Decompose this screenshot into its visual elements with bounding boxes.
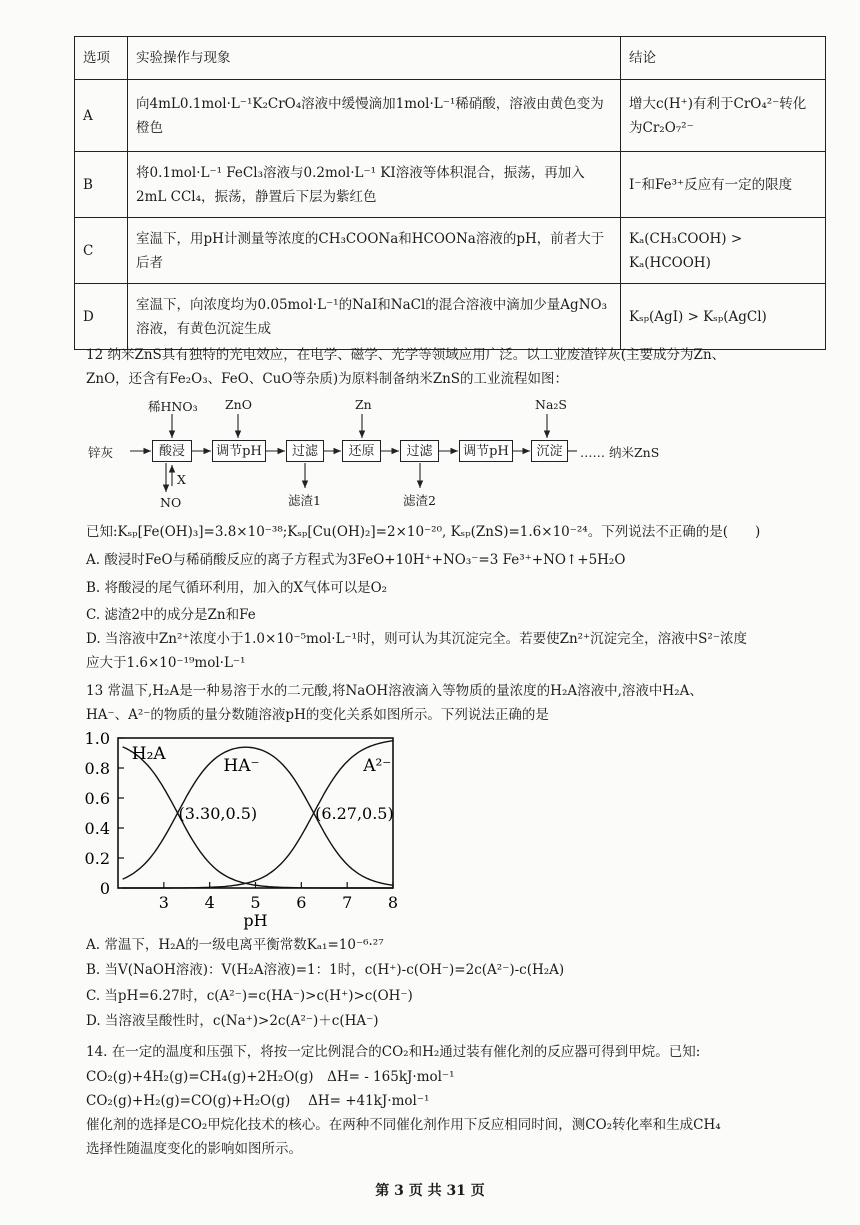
series-label-h2a: H₂A [131,744,166,764]
q12-option-a: A. 酸浸时FeO与稀硝酸反应的离子方程式为3FeO+10H⁺+NO₃⁻=3 Fe³⁺+NO↑+5H₂O [86,552,626,568]
header-conclusion: 结论 [621,37,826,80]
series-label-a2: A²⁻ [363,756,392,776]
q13-option-d: D. 当溶液呈酸性时，c(Na⁺)>2c(A²⁻)＋c(HA⁻) [86,1013,379,1029]
x-tick-label: 5 [250,893,261,912]
flow-end-label: …… 纳米ZnS [580,445,660,460]
q12-stem-line2: ZnO，还含有Fe₂O₃、FeO、CuO等杂质)为原料制备纳米ZnS的工业流程如图： [86,371,569,387]
row-conclusion: 增大c(H⁺)有利于CrO₄²⁻转化为Cr₂O₇²⁻ [621,80,826,152]
flow-step-precipitate: 沉淀 [531,440,568,462]
flow-input-zn: Zn [355,397,372,412]
flow-input-na2s: Na₂S [535,397,567,412]
flow-start-label: 锌灰 [88,445,114,460]
q12-option-d-line2: 应大于1.6×10⁻¹⁹mol·L⁻¹ [86,655,246,671]
row-operation: 室温下，向浓度均为0.05mol·L⁻¹的NaI和NaCl的混合溶液中滴加少量AgNO₃溶液，有黄色沉淀生成 [128,284,621,350]
q12-known: 已知:Kₛₚ[Fe(OH)₃]=3.8×10⁻³⁸;Kₛₚ[Cu(OH)₂]=2×10⁻²⁰, Kₛₚ(ZnS)=1.6×10⁻²⁴。下列说法不正确的是( ) [86,524,761,540]
y-tick-label: 0.4 [84,819,110,838]
series-label-ha: HA⁻ [223,756,260,776]
q12-stem-line1: 12 纳米ZnS具有独特的光电效应，在电学、磁学、光学等领域应用广泛。以工业废渣锌灰(主要成分为Zn、 [86,347,726,363]
x-tick-label: 8 [387,893,399,912]
q12-option-c: C. 滤渣2中的成分是Zn和Fe [86,607,256,623]
q14-stem-line3: 选择性随温度变化的影响如图所示。 [86,1141,302,1157]
flow-step-adjust-ph: 调节pH [212,440,266,462]
row-conclusion: I⁻和Fe³⁺反应有一定的限度 [621,152,826,218]
x-tick-label: 6 [296,893,307,912]
y-tick-label: 0.6 [84,789,110,808]
distribution-chart [80,726,410,934]
flow-step-filter: 过滤 [400,440,439,462]
page-footer: 第 3 页 共 31 页 [375,1183,485,1199]
row-operation: 将0.1mol·L⁻¹ FeCl₃溶液与0.2mol·L⁻¹ KI溶液等体积混合，振荡，再加入2mL CCl₄，振荡，静置后下层为紫红色 [128,152,621,218]
y-tick-label: 1.0 [84,729,110,748]
x-axis-label: pH [243,911,268,930]
annotation-pka1: (3.30,0.5) [178,804,258,823]
q12-option-b: B. 将酸浸的尾气循环利用，加入的X气体可以是O₂ [86,580,388,596]
flow-label-x: X [177,472,186,487]
flow-step-reduce: 还原 [342,440,381,462]
flow-step-filter: 过滤 [286,440,324,462]
flow-residue-1: 滤渣1 [288,493,321,508]
header-operation: 实验操作与现象 [128,37,621,80]
q14-equation-2: CO₂(g)+H₂(g)=CO(g)+H₂O(g) ΔH= +41kJ·mol⁻¹ [86,1093,430,1109]
q14-stem-line1: 14. 在一定的温度和压强下，将按一定比例混合的CO₂和H₂通过装有催化剂的反应器可得到甲烷。已知: [86,1044,701,1060]
row-option: C [75,218,128,284]
flow-input-zno: ZnO [225,397,252,412]
row-conclusion: Kₐ(CH₃COOH) > Kₐ(HCOOH) [621,218,826,284]
x-tick-label: 7 [342,893,353,912]
q14-equation-1: CO₂(g)+4H₂(g)=CH₄(g)+2H₂O(g) ΔH= - 165kJ·mol⁻¹ [86,1069,455,1085]
flow-label-no: NO [160,495,182,510]
x-tick-label: 4 [204,893,215,912]
flow-input-hno3: 稀HNO₃ [148,399,198,414]
row-option: B [75,152,128,218]
q13-option-a: A. 常温下，H₂A的一级电离平衡常数Kₐ₁=10⁻⁶·²⁷ [86,937,384,953]
flow-step-acid-leach: 酸浸 [152,440,192,462]
q13-stem-line1: 13 常温下,H₂A是一种易溶于水的二元酸,将NaOH溶液滴入等物质的量浓度的H₂A溶液中,溶液中H₂A、 [86,683,703,699]
x-tick-label: 3 [158,893,169,912]
flow-residue-2: 滤渣2 [403,493,436,508]
q12-option-d-line1: D. 当溶液中Zn²⁺浓度小于1.0×10⁻⁵mol·L⁻¹时，则可认为其沉淀完全。若要使Zn²⁺沉淀完全，溶液中S²⁻浓度 [86,631,747,647]
q13-option-c: C. 当pH=6.27时，c(A²⁻)=c(HA⁻)>c(H⁺)>c(OH⁻) [86,988,413,1004]
row-conclusion: Kₛₚ(AgI) > Kₛₚ(AgCl) [621,284,826,350]
row-operation: 室温下，用pH计测量等浓度的CH₃COONa和HCOONa溶液的pH，前者大于后者 [128,218,621,284]
q13-stem-line2: HA⁻、A²⁻的物质的量分数随溶液pH的变化关系如图所示。下列说法正确的是 [86,707,549,723]
q13-option-b: B. 当V(NaOH溶液)：V(H₂A溶液)=1：1时，c(H⁺)-c(OH⁻)=2c(A²⁻)-c(H₂A) [86,962,565,978]
y-tick-label: 0.2 [84,849,110,868]
header-option: 选项 [75,37,128,80]
y-tick-label: 0.8 [84,759,110,778]
row-operation: 向4mL0.1mol·L⁻¹K₂CrO₄溶液中缓慢滴加1mol·L⁻¹稀硝酸，溶液由黄色变为橙色 [128,80,621,152]
flow-step-adjust-ph: 调节pH [459,440,513,462]
annotation-pka2: (6.27,0.5) [315,804,394,823]
row-option: A [75,80,128,152]
q14-stem-line2: 催化剂的选择是CO₂甲烷化技术的核心。在两种不同催化剂作用下反应相同时间，测CO₂转化率和生成CH₄ [86,1117,721,1133]
row-option: D [75,284,128,350]
y-tick-label: 0 [99,879,110,898]
